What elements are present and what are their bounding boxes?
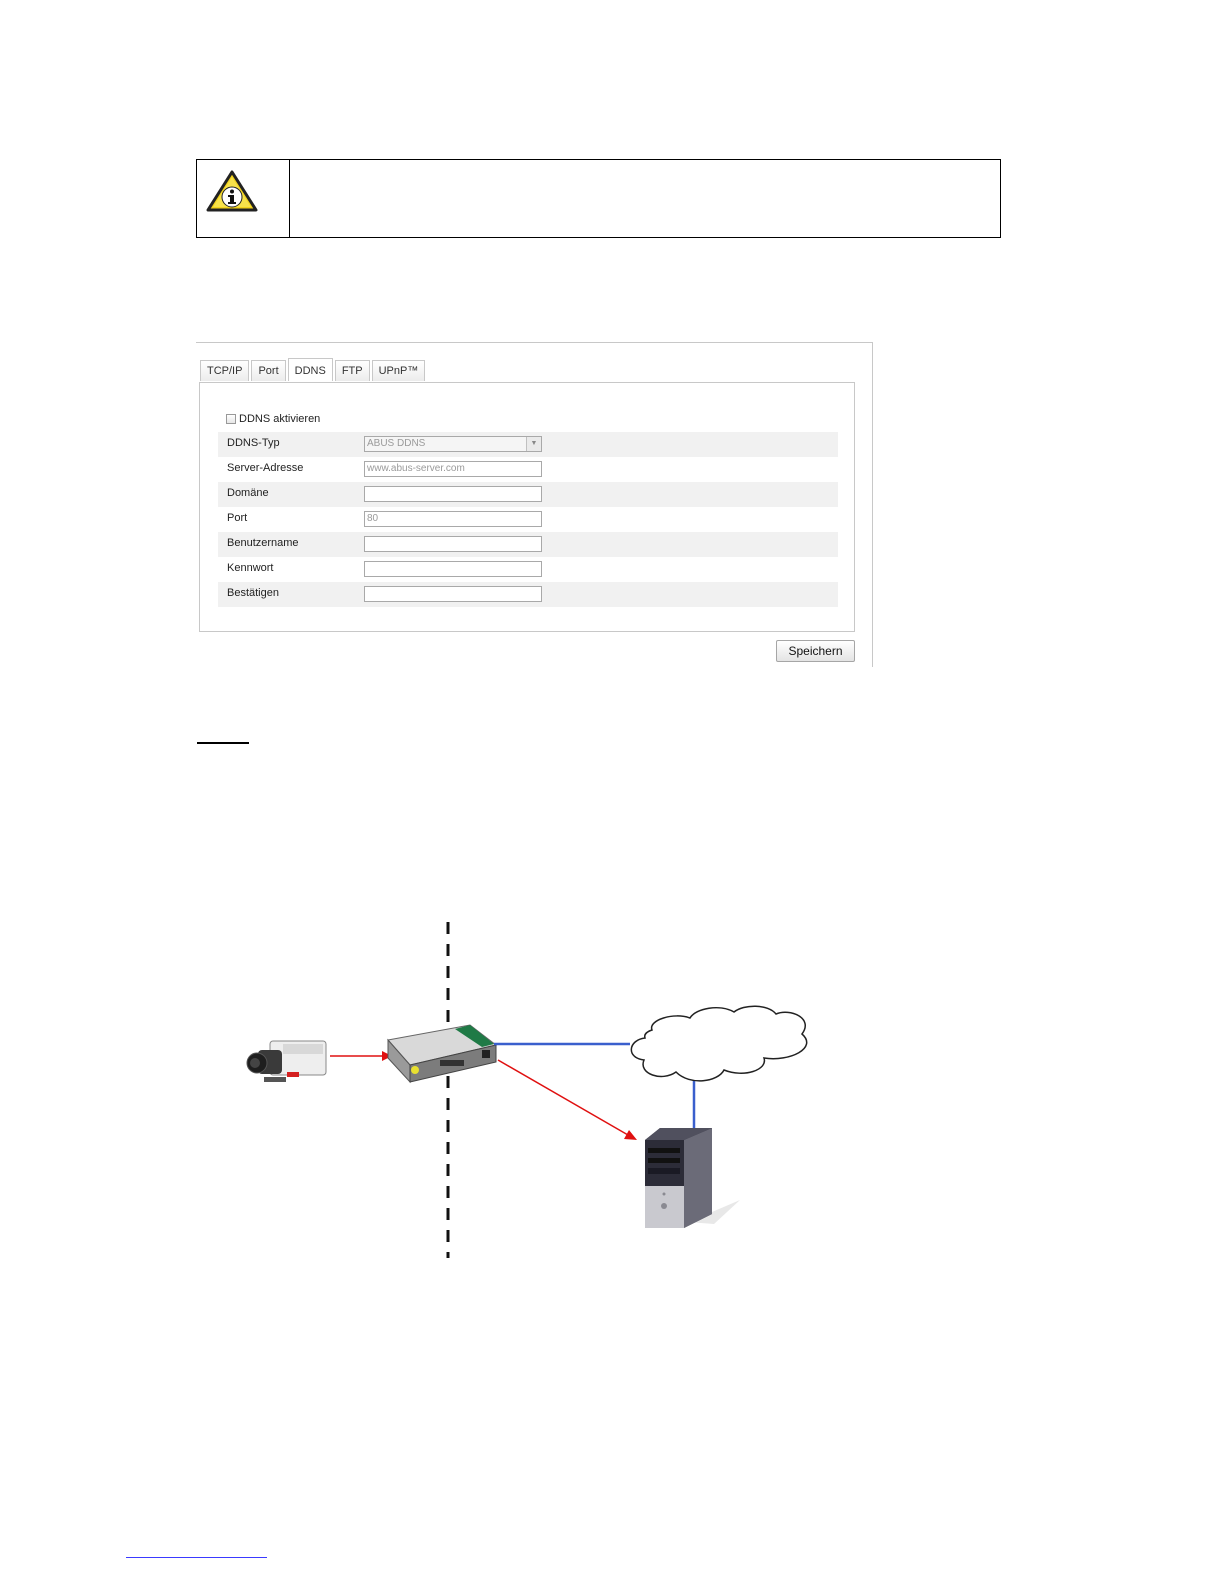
- ddns-enable-label: DDNS aktivieren: [239, 413, 321, 425]
- username-label: Benutzername: [227, 537, 299, 549]
- tab-port[interactable]: Port: [251, 360, 285, 381]
- ddns-type-label: DDNS-Typ: [227, 437, 280, 449]
- password-label: Kennwort: [227, 562, 274, 574]
- tab-upnp[interactable]: UPnP™: [372, 360, 426, 381]
- arrowhead-icon: [624, 1130, 637, 1140]
- server-address-label: Server-Adresse: [227, 462, 304, 474]
- port-input[interactable]: 80: [364, 511, 542, 527]
- ddns-type-value: ABUS DDNS: [367, 438, 426, 449]
- save-button[interactable]: Speichern: [776, 640, 855, 662]
- tab-ddns[interactable]: DDNS: [288, 358, 333, 381]
- tab-tcpip[interactable]: TCP/IP: [200, 360, 249, 381]
- tab-ftp[interactable]: FTP: [335, 360, 370, 381]
- confirm-label: Bestätigen: [227, 587, 279, 599]
- footer-link-underline: [126, 1557, 267, 1558]
- port-label: Port: [227, 512, 248, 524]
- router-to-server-arrow: [498, 1060, 628, 1135]
- ddns-server-icon: [645, 1128, 740, 1228]
- internet-cloud-icon: [631, 1006, 806, 1081]
- router-icon: [388, 1025, 496, 1082]
- domain-label: Domäne: [227, 487, 269, 499]
- ip-camera-icon: [247, 1041, 326, 1082]
- chevron-down-icon[interactable]: ▼: [526, 437, 541, 451]
- server-address-input[interactable]: www.abus-server.com: [364, 461, 542, 477]
